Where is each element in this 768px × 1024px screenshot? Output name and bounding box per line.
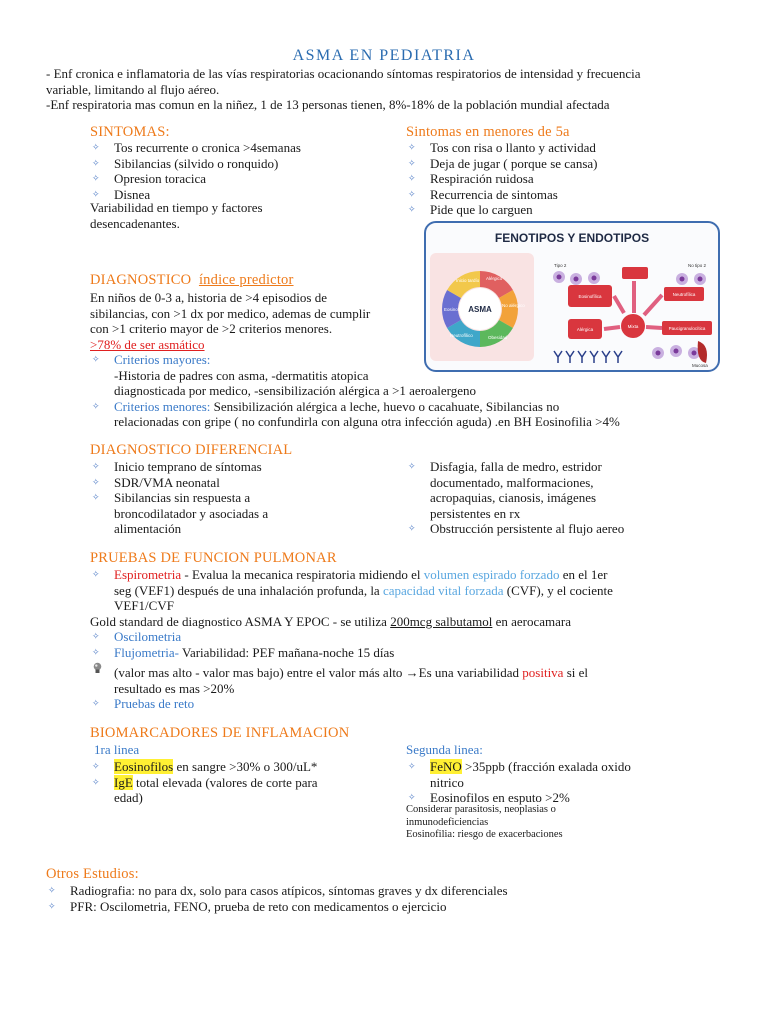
primera-linea-list: [90, 759, 390, 806]
gold-standard-line: [90, 614, 740, 630]
note-line: Considerar parasitosis, neoplasias o: [406, 804, 556, 815]
ring-label: Alérgico: [486, 276, 503, 281]
list-item: ✧ Disnea: [90, 187, 400, 203]
ring-label: Obesidad: [488, 335, 508, 340]
text-line: ✧ Sibilancias sin respuesta a: [114, 490, 251, 505]
sintomas-menores-heading: Sintomas en menores de 5a: [406, 124, 570, 140]
list-item: [90, 567, 740, 614]
intro-line: -Enf respiratoria mas comun en la niñez, 1 de 13 personas tienen, 8%-18% de la población mundial afectada: [46, 97, 610, 112]
diagnostico-heading: [90, 272, 294, 289]
text-span: en el 1er: [559, 567, 608, 582]
intro-line: variable, limitando al flujo aéreo.: [46, 81, 220, 97]
criterios-mayores-label: Criterios mayores:: [114, 352, 211, 367]
text-line: relacionadas con gripe ( no confundirla con alguna otra infección aguda) .en BH Eosinofilia >4%: [114, 414, 620, 429]
ring-label: No alérgico: [502, 303, 525, 308]
asma-center-label: ASMA: [468, 305, 492, 314]
oscilometria-label: Oscilometria: [114, 629, 182, 644]
list-item: [90, 775, 390, 806]
text-line: persistentes en rx: [430, 505, 521, 521]
text-line: alimentación: [114, 521, 182, 536]
note-line: inmunodeficiencias: [406, 816, 489, 828]
pruebas-list: [90, 629, 740, 660]
list-item: [90, 352, 730, 399]
list-item: [90, 459, 400, 475]
lightbulb-icon: [92, 662, 103, 675]
segunda-linea-label: Segunda linea:: [406, 742, 483, 757]
text-line: resultado es mas >20%: [114, 680, 235, 696]
figure-label: Tipo 2: [554, 263, 567, 268]
list-item: ✧ Pide que lo carguen: [406, 202, 726, 218]
list-item: [90, 475, 400, 491]
text-line: ✧ SDR/VMA neonatal: [114, 474, 220, 490]
text-span: si el: [563, 665, 589, 680]
otros-heading: Otros Estudios:: [46, 866, 139, 882]
heading-text: DIAGNOSTICO: [90, 272, 192, 288]
list-item: ✧ Tos con risa o llanto y actividad: [406, 140, 726, 156]
ige-highlight: IgE: [114, 774, 133, 790]
diagnostico-text: [90, 290, 410, 352]
list-item: ✧ PFR: Oscilometria, FENO, prueba de reto con medicamentos o ejercicio: [46, 899, 746, 915]
fenotipos-diagram: [426, 223, 718, 370]
text-line: con >1 criterio mayor de >2 criterios menores.: [90, 321, 333, 336]
sintomas-list: [90, 140, 400, 202]
text-span: (valor mas alto - valor mas bajo) entre el valor más alto →Es una variabilidad: [114, 665, 523, 680]
text-line: Sensibilización alérgica a leche, huevo o cacahuate, Sibilancias no: [210, 398, 560, 414]
ring-label: Inicio tardío: [456, 278, 480, 283]
segunda-linea-list: [406, 759, 726, 806]
text-span: en aerocamara: [492, 614, 572, 629]
ring-label: Eosinofílico: [444, 307, 468, 312]
feno-highlight: FeNO: [430, 759, 462, 774]
figure-label: Neutrofílica: [672, 292, 696, 297]
list-item: ✧ Radiografia: no para dx, solo para casos atípicos, síntomas graves y dx diferenciales: [46, 883, 746, 899]
primera-linea-label: 1ra linea: [94, 742, 140, 757]
pruebas-heading: PRUEBAS DE FUNCION PULMONAR: [90, 550, 337, 566]
note-line: Eosinofilia: riesgo de exacerbaciones: [406, 829, 563, 840]
pruebas-reto-label: Pruebas de reto: [114, 696, 195, 711]
text-line: acropaquias, cianosis, imágenes: [430, 490, 597, 505]
figure-label: Paucigranulocítica: [668, 326, 706, 331]
figure-label: No tipo 2: [688, 263, 707, 268]
figure-label: Mucosa: [692, 363, 708, 368]
list-item: [406, 759, 726, 790]
text-span: Variabilidad: PEF mañana-noche 15 días: [179, 644, 395, 660]
list-item: [406, 521, 726, 537]
text-line: VEF1/CVF: [114, 598, 174, 613]
list-item: [90, 399, 730, 430]
fenotipos-figure: [424, 221, 720, 372]
text-span: (CVF), y el cociente: [503, 582, 613, 598]
variabilidad-text: [114, 665, 734, 696]
positiva-term: positiva: [522, 665, 564, 680]
probability-text: >78% de ser asmático: [90, 336, 205, 352]
list-item: [90, 696, 740, 712]
otros-list: [46, 883, 746, 914]
list-item: [90, 645, 740, 661]
figure-title: FENOTIPOS Y ENDOTIPOS: [494, 231, 650, 245]
sintomas-note: [90, 200, 400, 231]
list-item: [90, 629, 740, 645]
text-line: En niños de 0-3 a, historia de >4 episodios de: [90, 290, 327, 305]
vef-term: volumen espirado forzado: [423, 567, 560, 582]
text-span: en sangre >30% o 300/uL*: [173, 759, 318, 774]
diferencial-heading: DIAGNOSTICO DIFERENCIAL: [90, 442, 293, 458]
text-span: seg (VEF1) después de una inhalación profunda, la: [114, 582, 383, 598]
flujometria-label: Flujometria-: [114, 644, 179, 660]
note-line: Variabilidad en tiempo y factores: [90, 200, 263, 215]
criterios-list: [90, 352, 730, 430]
text-line: ✧ Inicio temprano de síntomas: [114, 459, 262, 474]
text-line: documentado, malformaciones,: [430, 474, 594, 490]
cvf-term: capacidad vital forzada: [382, 582, 504, 598]
text-line: nitrico: [430, 774, 464, 790]
salbutamol-dose: 200mcg salbutamol: [390, 614, 493, 629]
text-span: Eosinofilos en esputo >2%: [430, 790, 570, 805]
list-item: ✧ Sibilancias (silvido o ronquido): [90, 156, 400, 172]
diferencial-left-list: [90, 459, 400, 537]
text-line: ✧ Disfagia, falla de medro, estridor: [430, 459, 602, 474]
figure-box: [622, 267, 648, 279]
list-item: ✧ Opresion toracica: [90, 171, 400, 187]
biomarcadores-notes: [406, 804, 726, 842]
text-line: edad): [114, 790, 143, 805]
biomarcadores-heading: BIOMARCADORES DE INFLAMACION: [90, 725, 350, 741]
text-line: diagnosticada por medico, -sensibilización alérgica a >1 aeroalergeno: [114, 383, 477, 398]
text-span: >35ppb (fracción exalada oxido: [461, 759, 631, 774]
ring-label: Neutrofílico: [450, 333, 473, 338]
eosinofilos-highlight: Eosinofilos: [114, 759, 174, 774]
reto-list: [90, 696, 740, 712]
list-item: [406, 459, 726, 521]
criterios-menores-label: Criterios menores:: [114, 398, 211, 414]
list-item: ✧ Deja de jugar ( porque se cansa): [406, 156, 726, 172]
list-item: [90, 490, 400, 537]
note-line: desencadenantes.: [90, 215, 180, 231]
figure-label: Eosinofílica: [578, 294, 602, 299]
espirometria-label: Espirometria: [114, 567, 182, 582]
figure-label: Alérgica: [576, 327, 594, 332]
text-line: ✧ Obstrucción persistente al flujo aereo: [430, 521, 625, 536]
list-item: ✧ Tos recurrente o cronica >4semanas: [90, 140, 400, 156]
espirometria-list: [90, 567, 740, 614]
text-span: Gold standard de diagnostico ASMA Y EPOC - se utiliza: [90, 614, 391, 629]
text-span: - Evalua la mecanica respiratoria midiendo el: [181, 567, 424, 582]
text-line: broncodilatador y asociadas a: [114, 505, 269, 521]
sintomas-heading: SINTOMAS:: [90, 124, 170, 140]
figure-label: Mixta: [627, 324, 639, 329]
diferencial-right-list: [406, 459, 726, 537]
intro-line: - Enf cronica e inflamatoria de las vías respiratorias ocacionando síntomas respiratorios de intensidad y frecuencia: [46, 66, 641, 81]
indice-predictor-link[interactable]: índice predictor: [198, 272, 294, 288]
text-line: -Historia de padres con asma, -dermatitis atopica: [114, 367, 369, 383]
sintomas-menores-list: [406, 140, 726, 218]
list-item: [90, 759, 390, 775]
text-span: total elevada (valores de corte para: [132, 774, 318, 790]
intro: [46, 66, 736, 113]
list-item: ✧ Respiración ruidosa: [406, 171, 726, 187]
page-title: ASMA EN PEDIATRIA: [292, 47, 476, 64]
text-line: sibilancias, con >1 dx por medico, ademas de cumplir: [90, 305, 371, 321]
list-item: ✧ Recurrencia de sintomas: [406, 187, 726, 203]
